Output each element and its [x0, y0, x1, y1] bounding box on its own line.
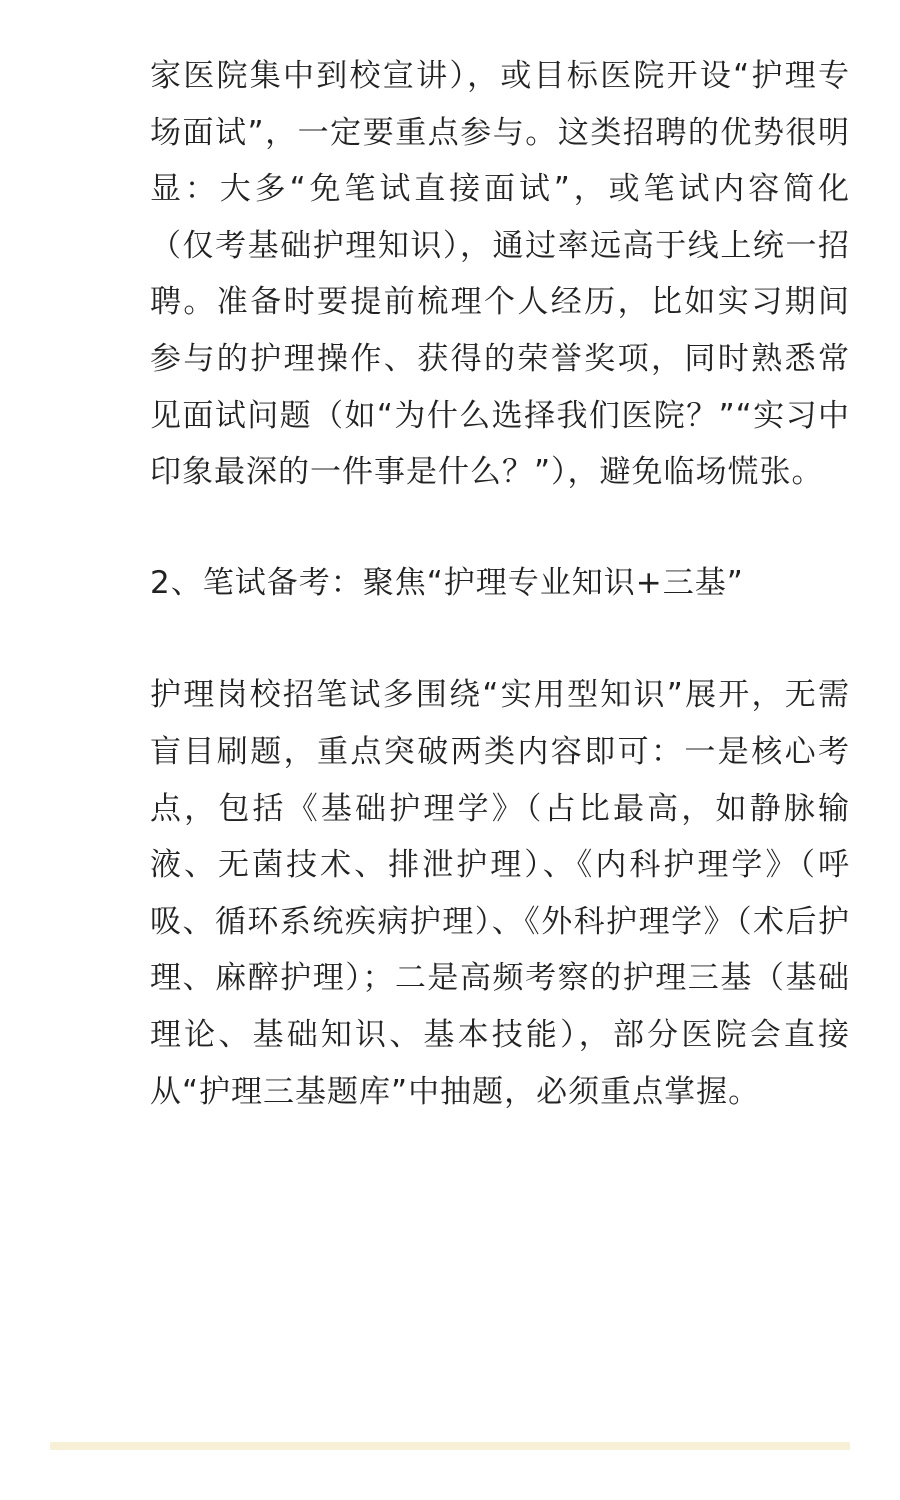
paragraph-exam-content: 护理岗校招笔试多围绕“实用型知识”展开，无需盲目刷题，重点突破两类内容即可：一是核心考点，包括《基础护理学》（占比最高，如静脉输液、无菌技术、排泄护理）、《内科护理学》（呼吸、循环系统疾病护理）、《外科护理学》（术后护理、麻醉护理）；二是高频考察的护理三基（基础理论、基础知识、基本技能），部分医院会直接从“护理三基题库”中抽题，必须重点掌握。: [150, 677, 850, 1110]
footer-divider-bar: [50, 1442, 850, 1450]
section-heading-written-exam: 2、笔试备考：聚焦“护理专业知识+三基”: [150, 564, 744, 601]
article-body: [150, 48, 850, 1120]
paragraph-interview-tips: 家医院集中到校宣讲），或目标医院开设“护理专场面试”，一定要重点参与。这类招聘的优势很明显：大多“免笔试直接面试”，或笔试内容简化（仅考基础护理知识），通过率远高于线上统一招聘。准备时要提前梳理个人经历，比如实习期间参与的护理操作、获得的荣誉奖项，同时熟悉常见面试问题（如“为什么选择我们医院？”“实习中印象最深的一件事是什么？”），避免临场慌张。: [150, 58, 850, 491]
